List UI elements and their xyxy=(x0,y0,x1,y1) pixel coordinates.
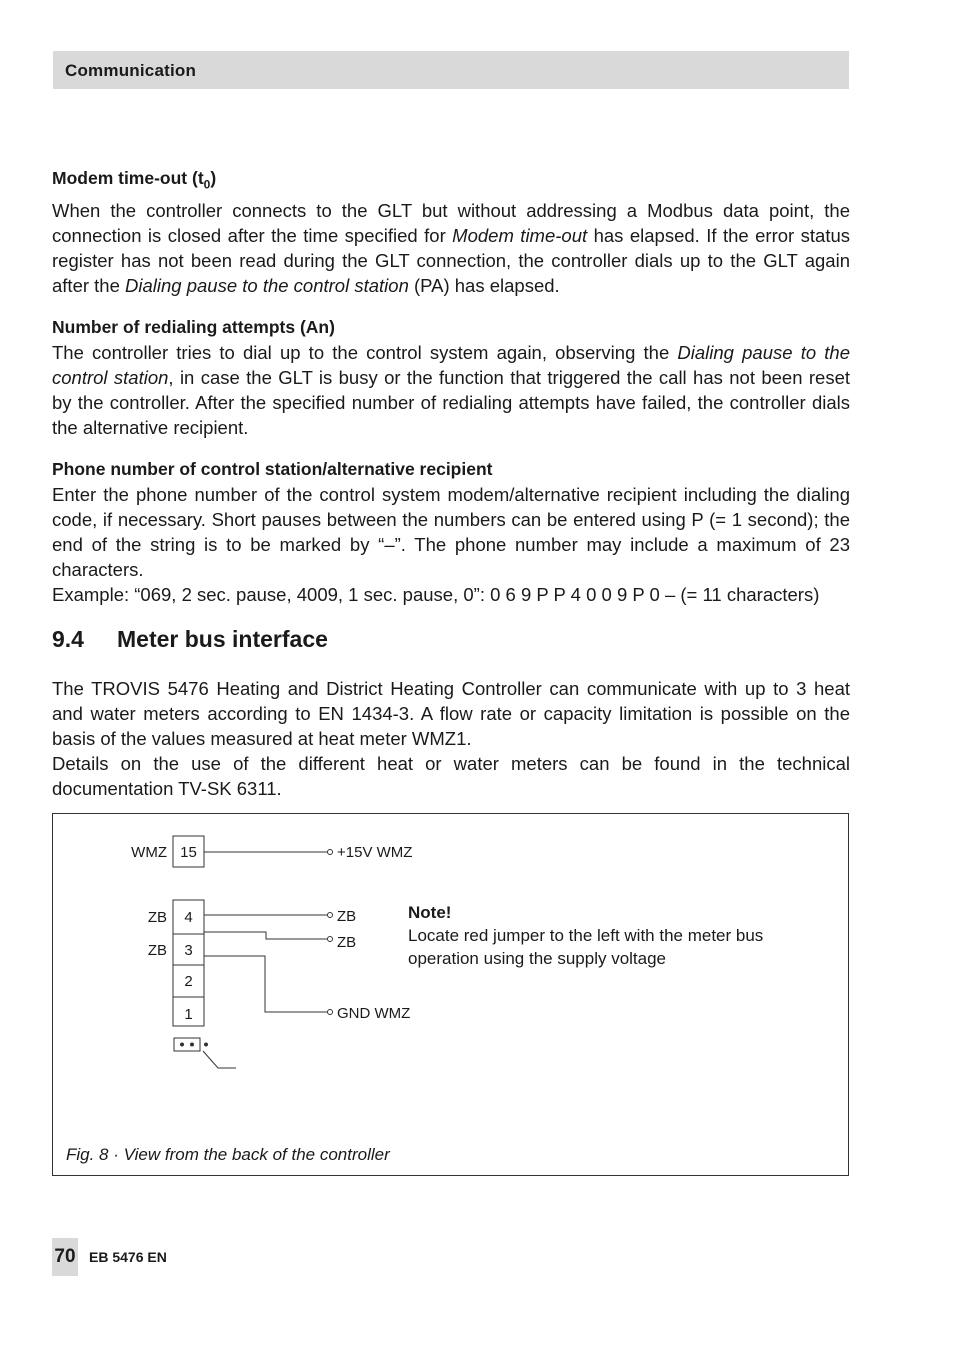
modem-timeout-text: When the controller connects to the GLT but without addressing a Modbus data point, the connection is closed after the time specified for Modem time-out has elapsed. If the error status register has not been read during the GLT connection, the controller dials up to the GLT again after the Dialing pause to the control station (PA) has elapsed. xyxy=(52,199,850,296)
terminal-4-label: 4 xyxy=(184,909,193,926)
label-gnd-wmz: GND WMZ xyxy=(337,1005,411,1022)
document-id: EB 5476 EN xyxy=(89,1249,167,1265)
meter-bus-text-2: Details on the use of the different heat or water meters can be found in the technical documentation TV-SK 6311. xyxy=(52,752,850,799)
phone-number-block xyxy=(52,457,850,607)
contact-15v xyxy=(328,850,333,855)
wiring-diagram xyxy=(53,814,850,1177)
zb-right-label-1: ZB xyxy=(337,908,357,925)
page-number: 70 xyxy=(52,1238,78,1276)
modem-timeout-block xyxy=(52,166,850,298)
terminal-3-label: 3 xyxy=(184,942,193,959)
meter-bus-text-1: The TROVIS 5476 Heating and District Heating Controller can communicate with up to 3 heat and water meters according to EN 1434-3. A flow rate or capacity limitation is possible on the basis of the values measured at heat meter WMZ1. xyxy=(52,677,850,749)
redialing-heading: Number of redialing attempts (An) xyxy=(52,316,335,337)
section-title-text: Meter bus interface xyxy=(117,625,328,652)
jumper-icon xyxy=(174,1038,200,1051)
wire-gnd xyxy=(204,956,327,1012)
contact-zb-2 xyxy=(328,937,333,942)
wmz-label: WMZ xyxy=(131,844,167,861)
label-15v-wmz: +15V WMZ xyxy=(337,844,413,861)
section-number: 9.4 xyxy=(52,625,84,652)
redialing-text: The controller tries to dial up to the control system again, observing the Dialing pause to the control station, in case the GLT is busy or the function that triggered the call has not been reset by the controller. After the specified number of redialing attempts have failed, the controller dials the alternative recipient. xyxy=(52,341,850,438)
note-text: Locate red jumper to the left with the meter bus operation using the supply voltage xyxy=(408,926,764,968)
terminal-15-label: 15 xyxy=(180,844,197,861)
modem-timeout-heading: Modem time-out $(t_0)$ xyxy=(52,168,217,192)
jumper-pin xyxy=(190,1043,194,1047)
terminal-2-label: 2 xyxy=(184,973,193,990)
main-content xyxy=(52,166,850,801)
section-header-bar xyxy=(53,51,849,89)
section-header-title: Communication xyxy=(65,61,197,80)
figure-caption: Fig. 8 · View from the back of the controller xyxy=(66,1145,390,1164)
phone-number-heading: Phone number of control station/alternative recipient xyxy=(52,458,493,479)
contact-zb-1 xyxy=(328,913,333,918)
jumper-pointer xyxy=(203,1051,236,1068)
zb-right-label-2: ZB xyxy=(337,934,357,951)
note-title: Note! xyxy=(408,903,452,922)
zb-left-label-1: ZB xyxy=(147,909,167,926)
jumper-pin xyxy=(180,1043,184,1047)
terminal-1-label: 1 xyxy=(184,1006,193,1023)
contact-gnd xyxy=(328,1010,333,1015)
phone-number-example: Example: “069, 2 sec. pause, 4009, 1 sec. pause, 0”: 0 6 9 P P 4 0 0 9 P 0 – (= 11 characters) xyxy=(52,583,820,605)
jumper-pin xyxy=(204,1043,208,1047)
wire-zb-2 xyxy=(204,932,327,939)
phone-number-text: Enter the phone number of the control system modem/alternative recipient including the dialing code, if necessary. Short pauses between the numbers can be entered using P (= 1 second); the end of the string is to be marked by “–”. The phone number may include a maximum of 23 characters. xyxy=(52,483,850,580)
note-box xyxy=(408,901,788,970)
wiring-figure xyxy=(52,813,849,1176)
redialing-block xyxy=(52,315,850,440)
section-title xyxy=(52,624,850,654)
zb-left-label-2: ZB xyxy=(147,942,167,959)
